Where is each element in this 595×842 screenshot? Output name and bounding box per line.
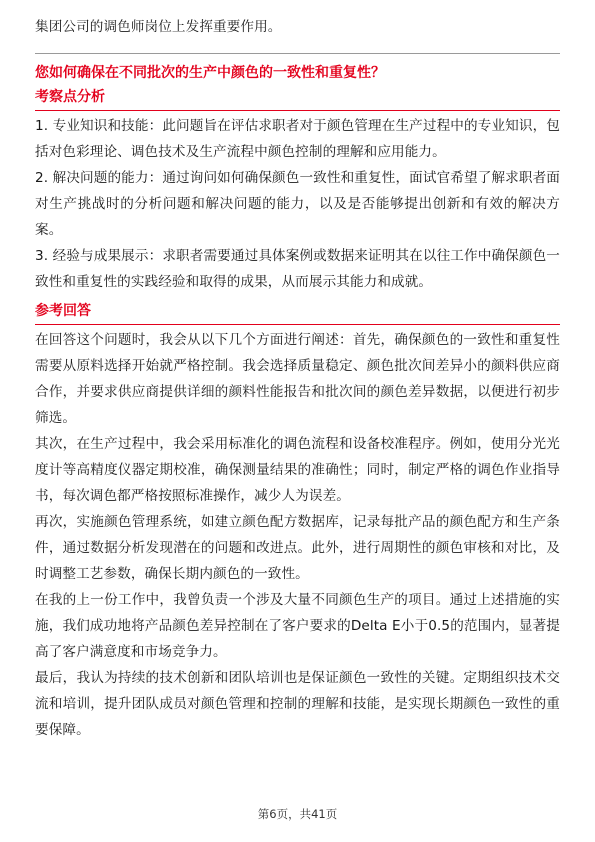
analysis-points (35, 113, 560, 295)
analysis-heading: 考察点分析 (35, 89, 105, 105)
reference-paragraph-1: 在回答这个问题时，我会从以下几个方面进行阐述：首先，确保颜色的一致性和重复性需要从原料选择开始就严格控制。我会选择质量稳定、颜色批次间差异小的颜料供应商合作，并要求供应商提供详细的颜料性能报告和批次间的颜色差异数据，以便进行初步筛选。 (35, 332, 560, 426)
analysis-heading-rule (35, 110, 560, 111)
question-title: 您如何确保在不同批次的生产中颜色的一致性和重复性？ (35, 65, 385, 81)
reference-paragraph-5: 最后，我认为持续的技术创新和团队培训也是保证颜色一致性的关键。定期组织技术交流和培训，提升团队成员对颜色管理和控制的理解和技能，是实现长期颜色一致性的重要保障。 (35, 670, 560, 738)
reference-paragraph-4: 在我的上一份工作中，我曾负责一个涉及大量不同颜色生产的项目。通过上述措施的实施，我们成功地将产品颜色差异控制在了客户要求的Delta E小于0.5的范围内，显著提高了客户满意度和市场竞争力。 (35, 592, 560, 660)
reference-paragraph-2: 其次，在生产过程中，我会采用标准化的调色流程和设备校准程序。例如，使用分光光度计等高精度仪器定期校准，确保测量结果的准确性；同时，制定严格的调色作业指导书，每次调色都严格按照标准操作，减少人为误差。 (35, 436, 560, 504)
analysis-point-1: 1. 专业知识和技能：此问题旨在评估求职者对于颜色管理在生产过程中的专业知识，包括对色彩理论、调色技术及生产流程中颜色控制的理解和应用能力。 (35, 118, 560, 160)
analysis-point-2: 2. 解决问题的能力：通过询问如何确保颜色一致性和重复性，面试官希望了解求职者面对生产挑战时的分析问题和解决问题的能力，以及是否能够提出创新和有效的解决方案。 (35, 170, 560, 238)
intro-text: 集团公司的调色师岗位上发挥重要作用。 (35, 19, 282, 35)
analysis-point-3: 3. 经验与成果展示：求职者需要通过具体案例或数据来证明其在以往工作中确保颜色一致性和重复性的实践经验和取得的成果，从而展示其能力和成就。 (35, 248, 560, 290)
document-page (35, 14, 560, 743)
page-number: 第6页，共41页 (257, 807, 338, 821)
reference-paragraphs (35, 327, 560, 743)
reference-paragraph-3: 再次，实施颜色管理系统，如建立颜色配方数据库，记录每批产品的颜色配方和生产条件，通过数据分析发现潜在的问题和改进点。此外，进行周期性的颜色审核和对比，及时调整工艺参数，确保长期内颜色的一致性。 (35, 514, 560, 582)
reference-heading: 参考回答 (35, 303, 91, 319)
reference-heading-rule (35, 324, 560, 325)
question-divider (35, 53, 560, 54)
